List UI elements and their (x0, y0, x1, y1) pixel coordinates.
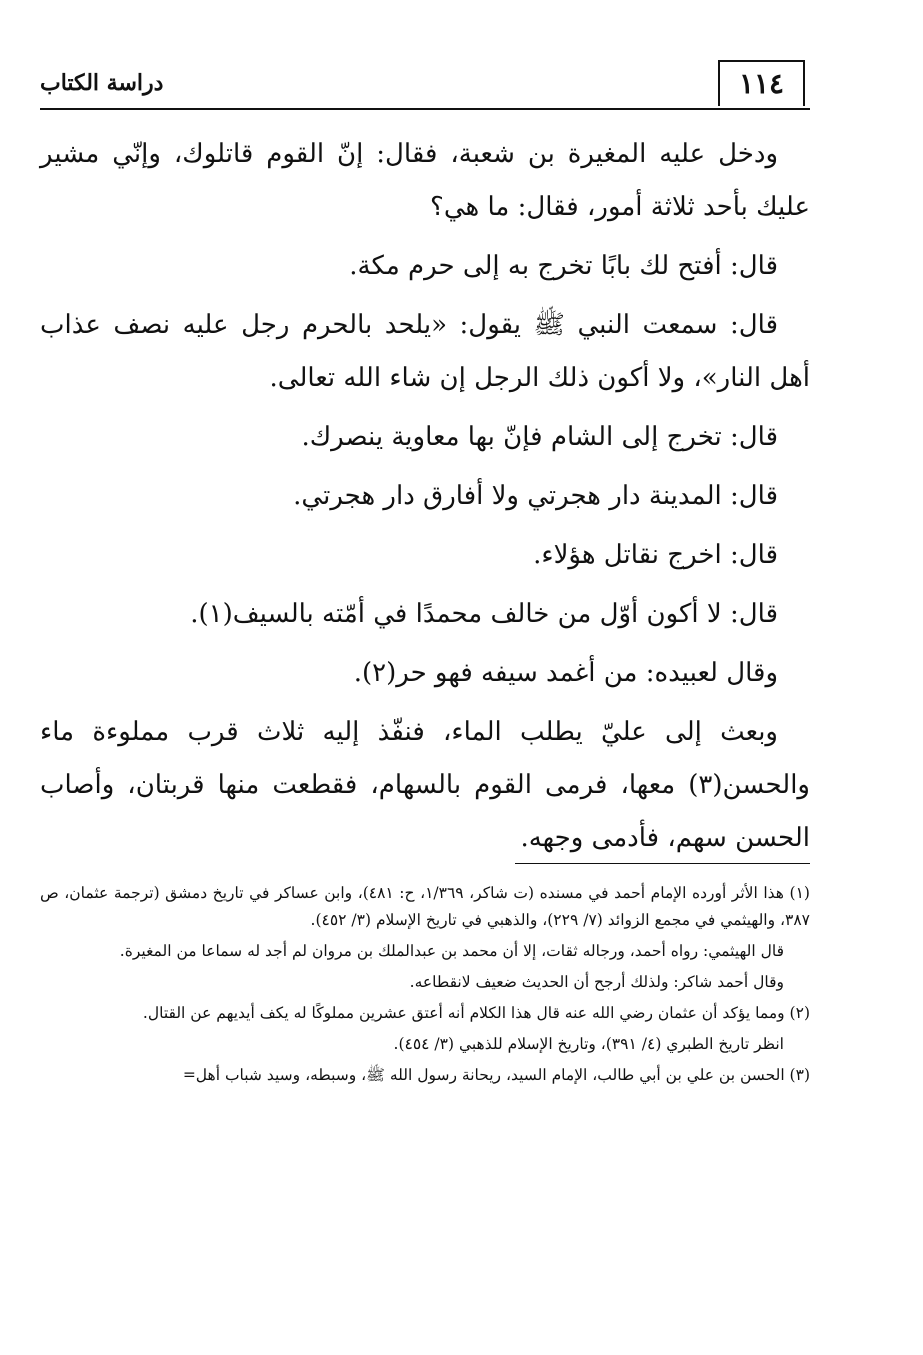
footnotes (40, 880, 810, 1093)
footnote: (٣) الحسن بن علي بن أبي طالب، الإمام السيد، ريحانة رسول الله ﷺ، وسبطه، وسيد شباب أهل= (182, 1066, 810, 1084)
footnote: (١) هذا الأثر أورده الإمام أحمد في مسنده (ت شاكر، ١/٣٦٩، ح: ٤٨١)، وابن عساكر في تاريخ دمشق (ترجمة عثمان، ص ٣٨٧، والهيثمي في مجمع الزوائد (٧/ ٢٢٩)، والذهبي في تاريخ الإسلام (٣/ ٤٥٢). (40, 884, 810, 929)
paragraph: ودخل عليه المغيرة بن شعبة، فقال: إنّ القوم قاتلوك، وإنّي مشير عليك بأحد ثلاثة أمور، فقال: ما هي؟ (40, 139, 810, 222)
paragraph: وبعث إلى عليّ يطلب الماء، فنفّذ إليه ثلاث قرب مملوءة ماء والحسن(٣) معها، فرمى القوم بالسهام، فقطعت منها قربتان، وأصاب الحسن سهم، فأدمى وجهه. (40, 717, 810, 853)
main-text (40, 128, 810, 871)
paragraph: وقال لعبيده: من أغمد سيفه فهو حر(٢). (353, 658, 778, 688)
footnote: وقال أحمد شاكر: ولذلك أرجح أن الحديث ضعيف لانقطاعه. (409, 973, 784, 991)
paragraph: قال: سمعت النبي ﷺ يقول: «يلحد بالحرم رجل عليه نصف عذاب أهل النار»، ولا أكون ذلك الرجل إن شاء الله تعالى. (40, 310, 810, 393)
paragraph: قال: اخرج نقاتل هؤلاء. (533, 540, 778, 570)
footnote: (٢) ومما يؤكد أن عثمان رضي الله عنه قال هذا الكلام أنه أعتق عشرين مملوكًا له يكف أيديهم عن القتال. (142, 1004, 810, 1022)
page-number: ١١٤ (718, 60, 805, 106)
footnote: قال الهيثمي: رواه أحمد، ورجاله ثقات، إلا أن محمد بن عبدالملك بن مروان لم أجد له سماعا من المغيرة. (119, 942, 784, 960)
header-rule (40, 108, 810, 110)
footnote-separator (515, 863, 810, 864)
running-title: دراسة الكتاب (40, 70, 164, 96)
footnote: انظر تاريخ الطبري (٤/ ٣٩١)، وتاريخ الإسلام للذهبي (٣/ ٤٥٤). (393, 1035, 784, 1053)
paragraph: قال: تخرج إلى الشام فإنّ بها معاوية ينصرك. (301, 422, 778, 452)
paragraph: قال: أفتح لك بابًا تخرج به إلى حرم مكة. (349, 251, 778, 281)
paragraph: قال: لا أكون أوّل من خالف محمدًا في أمّته بالسيف(١). (190, 599, 778, 629)
paragraph: قال: المدينة دار هجرتي ولا أفارق دار هجرتي. (293, 481, 778, 511)
